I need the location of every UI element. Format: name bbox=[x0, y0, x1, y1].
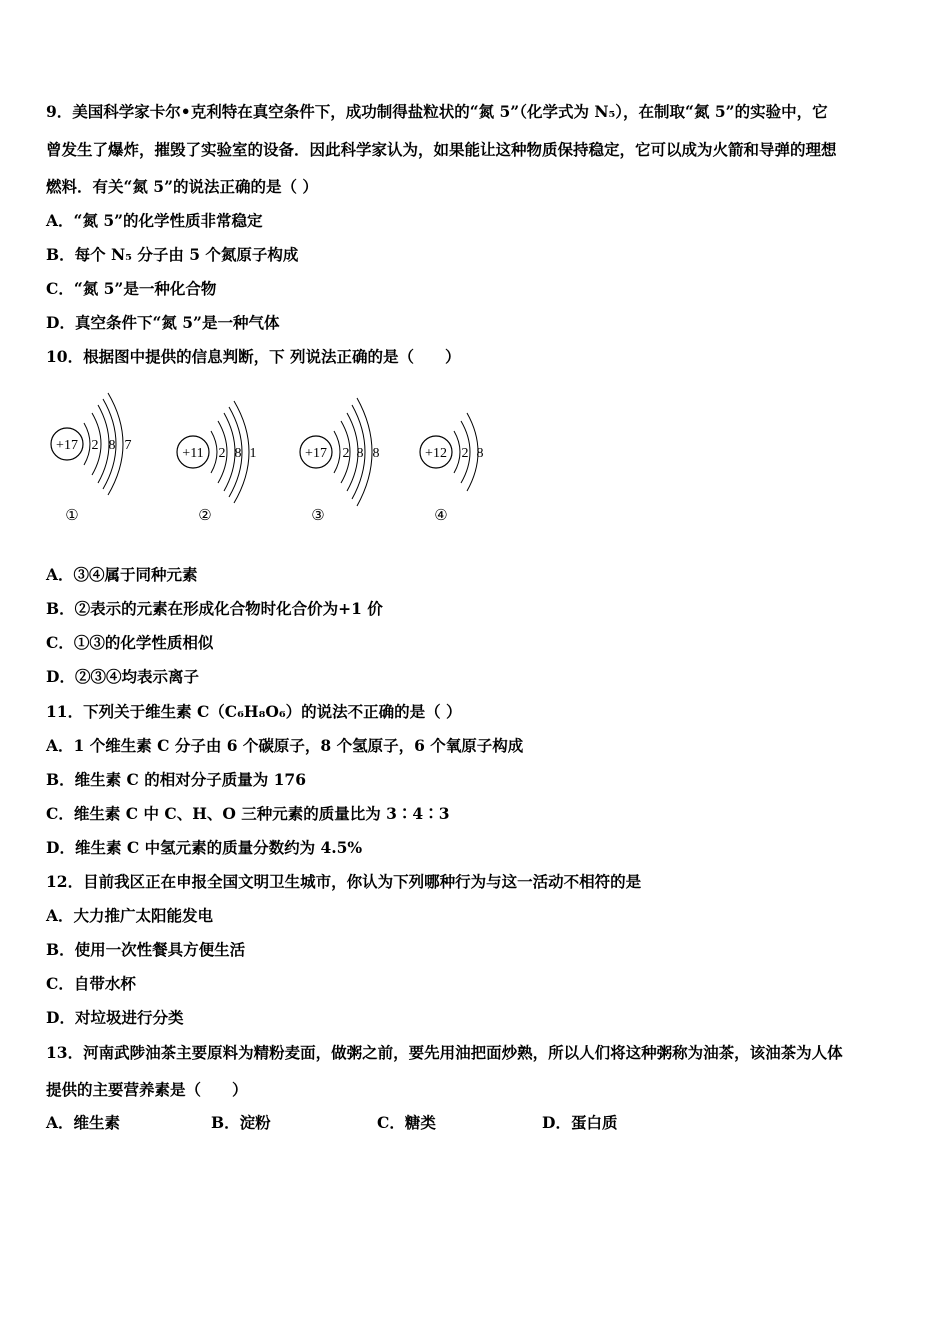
q11-option-d: D．维生素 C 中氢元素的质量分数约为 4.5% bbox=[46, 838, 363, 857]
nucleus-charge: +11 bbox=[182, 446, 204, 461]
atom-diagram-3 bbox=[300, 398, 380, 524]
shell-electrons: 2 bbox=[461, 446, 469, 461]
q9-stem-line3: 燃料．有关“氮 5”的说法正确的是（ ） bbox=[46, 177, 318, 196]
q12-option-d: D．对垃圾进行分类 bbox=[46, 1008, 184, 1027]
shell-electrons: 2 bbox=[91, 438, 99, 453]
nucleus-charge: +17 bbox=[305, 446, 327, 461]
q11-option-a: A．1 个维生素 C 分子由 6 个碳原子，8 个氢原子，6 个氧原子构成 bbox=[46, 736, 524, 755]
diagram-label: ④ bbox=[434, 508, 448, 524]
diagram-label: ② bbox=[198, 508, 212, 524]
diagram-label: ① bbox=[65, 508, 79, 524]
shell-electrons: 2 bbox=[342, 446, 350, 461]
q10-option-c: C．①③的化学性质相似 bbox=[46, 633, 214, 652]
diagram-label: ③ bbox=[311, 508, 325, 524]
q13-option-a: A．维生素 bbox=[46, 1113, 121, 1132]
q11-option-c: C．维生素 C 中 C、H、O 三种元素的质量比为 3∶4∶3 bbox=[46, 804, 450, 823]
q13-option-b: B．淀粉 bbox=[211, 1113, 271, 1132]
q12-option-b: B．使用一次性餐具方便生活 bbox=[46, 940, 246, 959]
q13-stem-line1: 13．河南武陟油茶主要原料为精粉麦面，做粥之前，要先用油把面炒熟，所以人们将这种粥称为油茶，该油茶为人体 bbox=[46, 1043, 843, 1062]
atom-diagram-2 bbox=[177, 401, 257, 524]
q13-option-d: D．蛋白质 bbox=[542, 1113, 618, 1132]
q13-option-c: C．糖类 bbox=[377, 1113, 436, 1132]
shell-electrons: 8 bbox=[476, 446, 484, 461]
q10-option-b: B．②表示的元素在形成化合物时化合价为+1 价 bbox=[46, 599, 383, 618]
q9-option-b: B．每个 N₅ 分子由 5 个氮原子构成 bbox=[46, 245, 299, 264]
shell-electrons: 2 bbox=[218, 446, 226, 461]
q9-option-c: C．“氮 5”是一种化合物 bbox=[46, 279, 217, 298]
q12-option-a: A．大力推广太阳能发电 bbox=[46, 906, 214, 925]
shell-electrons: 1 bbox=[249, 446, 257, 461]
shell-electrons: 7 bbox=[124, 438, 132, 453]
q9-option-d: D．真空条件下“氮 5”是一种气体 bbox=[46, 313, 280, 332]
shell-electrons: 8 bbox=[356, 446, 364, 461]
q10-option-d: D．②③④均表示离子 bbox=[46, 667, 199, 686]
shell-electrons: 8 bbox=[234, 446, 242, 461]
q10-stem: 10．根据图中提供的信息判断，下 列说法正确的是（ ） bbox=[46, 347, 461, 366]
q9-stem-line1: 9．美国科学家卡尔•克利特在真空条件下，成功制得盐粒状的“氮 5”（化学式为 N₅），在制取“氮 5”的实验中，它 bbox=[46, 102, 828, 121]
atom-diagram-4 bbox=[420, 413, 484, 524]
nucleus-charge: +12 bbox=[425, 446, 447, 461]
nucleus-charge: +17 bbox=[56, 438, 78, 453]
shell-electrons: 8 bbox=[108, 438, 116, 453]
q12-option-c: C．自带水杯 bbox=[46, 974, 136, 993]
q10-option-a: A．③④属于同种元素 bbox=[46, 565, 198, 584]
shell-electrons: 8 bbox=[372, 446, 380, 461]
q11-option-b: B．维生素 C 的相对分子质量为 176 bbox=[46, 770, 306, 789]
atom-diagram-1 bbox=[51, 393, 132, 524]
q9-stem-line2: 曾发生了爆炸，摧毁了实验室的设备．因此科学家认为，如果能让这种物质保持稳定，它可以成为火箭和导弹的理想 bbox=[46, 140, 837, 159]
q9-option-a: A．“氮 5”的化学性质非常稳定 bbox=[46, 211, 263, 230]
q13-stem-line2: 提供的主要营养素是（ ） bbox=[46, 1080, 248, 1099]
q12-stem: 12．目前我区正在申报全国文明卫生城市，你认为下列哪种行为与这一活动不相符的是 bbox=[46, 872, 642, 891]
atomic-structure-diagrams bbox=[40, 385, 510, 535]
q11-stem: 11．下列关于维生素 C（C₆H₈O₆）的说法不正确的是（ ） bbox=[46, 702, 462, 721]
